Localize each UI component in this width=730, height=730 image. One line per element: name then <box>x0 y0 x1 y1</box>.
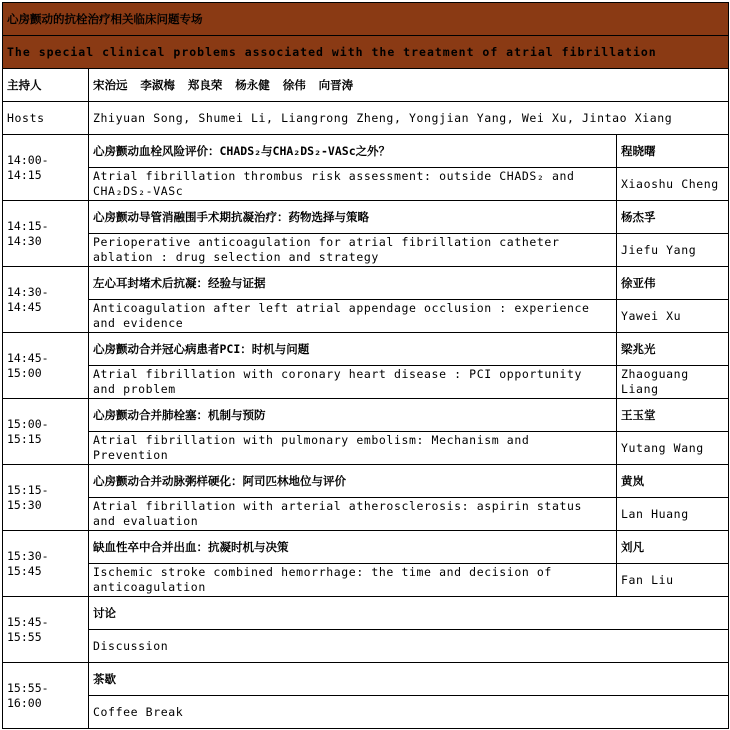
session-topic-zh: 心房颤动血栓风险评价：CHADS₂与CHA₂DS₂-VASc之外？ <box>89 135 617 168</box>
discussion-row-zh <box>3 597 729 630</box>
session-row-zh <box>3 135 729 168</box>
session-rows <box>3 135 729 597</box>
session-title-zh: 心房颤动的抗栓治疗相关临床问题专场 <box>3 3 729 36</box>
session-topic-en: Atrial fibrillation with arterial atherosclerosis: aspirin status and evaluation <box>89 498 617 531</box>
session-speaker-zh: 程晓曙 <box>617 135 729 168</box>
session-row-zh <box>3 399 729 432</box>
discussion-time: 15:45- 15:55 <box>3 597 89 663</box>
session-speaker-zh: 徐亚伟 <box>617 267 729 300</box>
break-row-zh <box>3 663 729 696</box>
session-title-en: The special clinical problems associated with the treatment of atrial fibrillation <box>3 36 729 69</box>
session-time: 14:00- 14:15 <box>3 135 89 201</box>
session-row-en <box>3 432 729 465</box>
hosts-names-zh: 宋治远 李淑梅 郑良荣 杨永健 徐伟 向晋涛 <box>89 69 729 102</box>
session-speaker-en: Fan Liu <box>617 564 729 597</box>
session-row-zh <box>3 465 729 498</box>
session-speaker-zh: 杨杰孚 <box>617 201 729 234</box>
session-speaker-en: Jiefu Yang <box>617 234 729 267</box>
session-topic-zh: 心房颤动合并肺栓塞：机制与预防 <box>89 399 617 432</box>
title-row-zh <box>3 3 729 36</box>
hosts-label-en: Hosts <box>3 102 89 135</box>
session-row-zh <box>3 201 729 234</box>
session-topic-en: Atrial fibrillation with coronary heart disease : PCI opportunity and problem <box>89 366 617 399</box>
session-time: 15:15- 15:30 <box>3 465 89 531</box>
discussion-label-zh: 讨论 <box>89 597 729 630</box>
session-speaker-zh: 王玉堂 <box>617 399 729 432</box>
session-time: 14:45- 15:00 <box>3 333 89 399</box>
session-speaker-en: Xiaoshu Cheng <box>617 168 729 201</box>
session-row-zh <box>3 531 729 564</box>
session-topic-zh: 心房颤动合并动脉粥样硬化：阿司匹林地位与评价 <box>89 465 617 498</box>
session-topic-zh: 缺血性卒中合并出血：抗凝时机与决策 <box>89 531 617 564</box>
hosts-label-zh: 主持人 <box>3 69 89 102</box>
session-row-zh <box>3 267 729 300</box>
session-topic-en: Atrial fibrillation with pulmonary embolism: Mechanism and Prevention <box>89 432 617 465</box>
session-topic-zh: 心房颤动合并冠心病患者PCI：时机与问题 <box>89 333 617 366</box>
session-speaker-en: Yawei Xu <box>617 300 729 333</box>
session-topic-en: Ischemic stroke combined hemorrhage: the time and decision of anticoagulation <box>89 564 617 597</box>
session-speaker-en: Yutang Wang <box>617 432 729 465</box>
break-row-en <box>3 696 729 729</box>
break-time: 15:55- 16:00 <box>3 663 89 729</box>
session-topic-en: Perioperative anticoagulation for atrial fibrillation catheter ablation : drug selection and strategy <box>89 234 617 267</box>
session-topic-zh: 左心耳封堵术后抗凝：经验与证据 <box>89 267 617 300</box>
session-time: 15:30- 15:45 <box>3 531 89 597</box>
session-topic-en: Anticoagulation after left atrial appendage occlusion : experience and evidence <box>89 300 617 333</box>
session-row-en <box>3 366 729 399</box>
session-speaker-zh: 刘凡 <box>617 531 729 564</box>
session-time: 14:15- 14:30 <box>3 201 89 267</box>
hosts-names-en: Zhiyuan Song, Shumei Li, Liangrong Zheng, Yongjian Yang, Wei Xu, Jintao Xiang <box>89 102 729 135</box>
hosts-row-zh <box>3 69 729 102</box>
session-speaker-zh: 梁兆光 <box>617 333 729 366</box>
break-label-zh: 茶歇 <box>89 663 729 696</box>
session-row-zh <box>3 333 729 366</box>
session-row-en <box>3 168 729 201</box>
session-row-en <box>3 564 729 597</box>
schedule-table <box>2 2 729 729</box>
session-speaker-en: Lan Huang <box>617 498 729 531</box>
session-row-en <box>3 498 729 531</box>
session-speaker-en: Zhaoguang Liang <box>617 366 729 399</box>
session-row-en <box>3 234 729 267</box>
session-speaker-zh: 黄岚 <box>617 465 729 498</box>
session-time: 14:30- 14:45 <box>3 267 89 333</box>
session-time: 15:00- 15:15 <box>3 399 89 465</box>
title-row-en <box>3 36 729 69</box>
hosts-row-en <box>3 102 729 135</box>
discussion-label-en: Discussion <box>89 630 729 663</box>
session-row-en <box>3 300 729 333</box>
break-label-en: Coffee Break <box>89 696 729 729</box>
session-topic-zh: 心房颤动导管消融围手术期抗凝治疗：药物选择与策略 <box>89 201 617 234</box>
session-topic-en: Atrial fibrillation thrombus risk assessment: outside CHADS₂ and CHA₂DS₂-VASc <box>89 168 617 201</box>
discussion-row-en <box>3 630 729 663</box>
